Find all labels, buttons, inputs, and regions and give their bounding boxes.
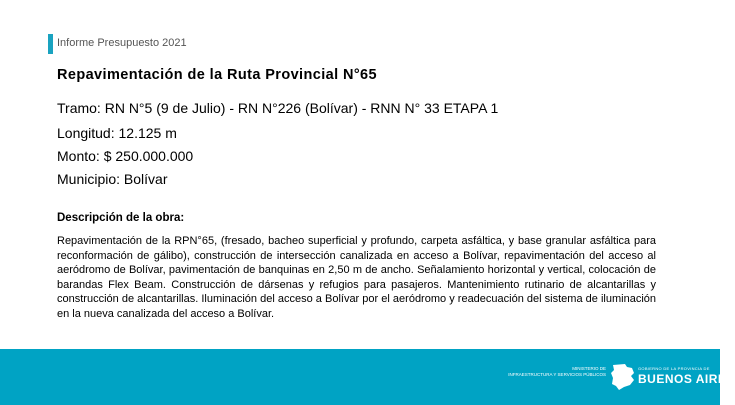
monto-line: Monto: $ 250.000.000 bbox=[57, 148, 194, 164]
government-label: GOBIERNO DE LA PROVINCIA DE bbox=[638, 366, 710, 371]
municipio-line: Municipio: Bolívar bbox=[57, 171, 168, 187]
tramo-line: Tramo: RN N°5 (9 de Julio) - RN N°226 (Bolívar) - RNN N° 33 ETAPA 1 bbox=[57, 100, 499, 116]
page-title: Repavimentación de la Ruta Provincial N°65 bbox=[57, 67, 377, 83]
header-accent-bar bbox=[48, 34, 53, 54]
ministry-label bbox=[497, 366, 606, 378]
ministry-line-2: INFRAESTRUCTURA Y SERVICIOS PÚBLICOS bbox=[508, 372, 606, 377]
footer-band bbox=[0, 349, 735, 405]
province-name: BUENOS AIRES bbox=[638, 372, 735, 386]
longitud-line: Longitud: 12.125 m bbox=[57, 125, 177, 141]
description-heading: Descripción de la obra: bbox=[57, 212, 185, 224]
header-label: Informe Presupuesto 2021 bbox=[57, 37, 187, 49]
ministry-line-1: MINISTERIO DE bbox=[572, 366, 606, 371]
description-body: Repavimentación de la RPN°65, (fresado, bacheo superficial y profundo, carpeta asfáltica, y base granular asfáltica para reconformación de gálibo), construcción de intersección canalizada en acceso a Bolívar, repavimentación del acceso al aeródromo de Bolívar, pavimentación de banquinas en 2,50 m de ancho. Señalamiento horizontal y vertical, colocación de barandas Flex Beam. Construcción de dársenas y refugios para pasajeros. Mantenimiento rutinario de alcantarillas y construcción de alcantarillas. Iluminación del acceso a Bolívar por el aeródromo y readecuación del sistema de iluminación en la nueva canalizada del acceso a Bolívar. bbox=[57, 235, 656, 320]
province-map-icon bbox=[610, 363, 636, 391]
